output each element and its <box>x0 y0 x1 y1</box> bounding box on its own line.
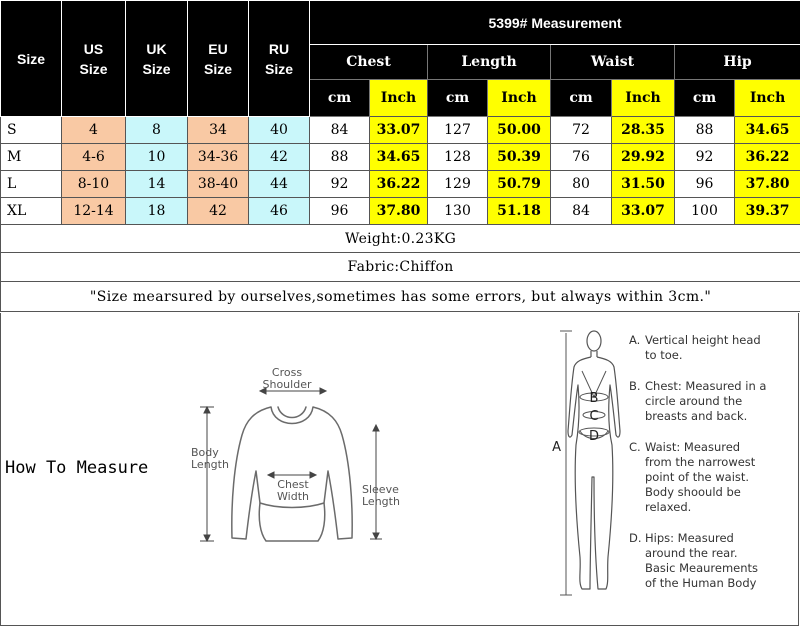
hip-cm-header: cm <box>675 80 735 117</box>
weight-row: Weight:0.23KG <box>1 225 800 253</box>
chest-width-label-1: Chest <box>277 478 309 491</box>
hip-inch-cell: 37.80 <box>735 171 800 198</box>
table-row <box>1 144 800 171</box>
chest-inch-header: Inch <box>370 80 428 117</box>
length-header: Length <box>428 45 551 80</box>
eu-size-cell: 34 <box>188 117 249 144</box>
waist-cm-cell: 76 <box>551 144 612 171</box>
uk-size-header: UK Size <box>126 1 188 117</box>
chest-cm-header: cm <box>310 80 370 117</box>
sleeve-length-label-2: Length <box>362 495 400 508</box>
hip-inch-cell: 34.65 <box>735 117 800 144</box>
sleeve-length-label-1: Sleeve <box>362 483 399 496</box>
hip-cm-cell: 100 <box>675 198 735 225</box>
chest-inch-cell: 33.07 <box>370 117 428 144</box>
hip-inch-cell: 39.37 <box>735 198 800 225</box>
waist-inch-cell: 28.35 <box>612 117 675 144</box>
ru-size-cell: 44 <box>249 171 310 198</box>
description-d: D. Hips: Measured around the rear. Basic Meaurements of the Human Body <box>629 531 759 590</box>
size-header: Size <box>1 1 62 117</box>
eu-size-cell: 34-36 <box>188 144 249 171</box>
size-cell: M <box>1 144 62 171</box>
length-cm-header: cm <box>428 80 488 117</box>
table-row <box>1 171 800 198</box>
size-cell: XL <box>1 198 62 225</box>
eu-size-cell: 38-40 <box>188 171 249 198</box>
length-cm-cell: 128 <box>428 144 488 171</box>
ru-size-header: RU Size <box>249 1 310 117</box>
waist-cm-cell: 80 <box>551 171 612 198</box>
waist-header: Waist <box>551 45 675 80</box>
chest-cm-cell: 88 <box>310 144 370 171</box>
chest-cm-cell: 84 <box>310 117 370 144</box>
waist-inch-cell: 33.07 <box>612 198 675 225</box>
description-b: B. Chest: Measured in a circle around the breasts and back. <box>629 379 767 423</box>
how-to-measure-label: How To Measure <box>5 458 149 478</box>
cross-shoulder-label-2: Shoulder <box>262 378 312 391</box>
waist-cm-header: cm <box>551 80 612 117</box>
description-a: A. Vertical height head to toe. <box>629 333 761 362</box>
body-diagram <box>546 327 626 602</box>
waist-inch-header: Inch <box>612 80 675 117</box>
uk-size-cell: 18 <box>126 198 188 225</box>
size-cell: S <box>1 117 62 144</box>
marker-c: C <box>589 409 599 424</box>
length-inch-cell: 50.00 <box>488 117 551 144</box>
length-cm-cell: 129 <box>428 171 488 198</box>
us-size-cell: 8-10 <box>62 171 126 198</box>
us-size-cell: 12-14 <box>62 198 126 225</box>
how-to-measure-section <box>0 313 799 626</box>
uk-size-cell: 8 <box>126 117 188 144</box>
hip-cm-cell: 88 <box>675 117 735 144</box>
eu-size-cell: 42 <box>188 198 249 225</box>
hip-cm-cell: 92 <box>675 144 735 171</box>
length-cm-cell: 130 <box>428 198 488 225</box>
marker-a: A <box>552 440 561 455</box>
length-cm-cell: 127 <box>428 117 488 144</box>
waist-inch-cell: 29.92 <box>612 144 675 171</box>
chest-inch-cell: 36.22 <box>370 171 428 198</box>
hip-inch-header: Inch <box>735 80 800 117</box>
table-row <box>1 198 800 225</box>
uk-size-cell: 14 <box>126 171 188 198</box>
hip-inch-cell: 36.22 <box>735 144 800 171</box>
cross-shoulder-label-1: Cross <box>271 366 303 379</box>
waist-inch-cell: 31.50 <box>612 171 675 198</box>
us-size-cell: 4 <box>62 117 126 144</box>
ru-size-cell: 40 <box>249 117 310 144</box>
fabric-row: Fabric:Chiffon <box>1 253 800 282</box>
us-size-cell: 4-6 <box>62 144 126 171</box>
waist-cm-cell: 84 <box>551 198 612 225</box>
marker-b: B <box>589 391 599 406</box>
us-size-header: US Size <box>62 1 126 117</box>
chest-inch-cell: 34.65 <box>370 144 428 171</box>
size-cell: L <box>1 171 62 198</box>
chest-inch-cell: 37.80 <box>370 198 428 225</box>
chest-width-label-2: Width <box>277 490 309 503</box>
length-inch-cell: 50.39 <box>488 144 551 171</box>
chest-header: Chest <box>310 45 428 80</box>
length-inch-header: Inch <box>488 80 551 117</box>
garment-diagram <box>186 363 411 553</box>
waist-cm-cell: 72 <box>551 117 612 144</box>
garment-outline <box>232 407 352 541</box>
ru-size-cell: 46 <box>249 198 310 225</box>
chest-cm-cell: 96 <box>310 198 370 225</box>
measurement-note: "Size mearsured by ourselves,sometimes has some errors, but always within 3cm." <box>1 282 800 312</box>
measurement-title: 5399# Measurement <box>310 1 800 45</box>
table-row <box>1 117 800 144</box>
chest-cm-cell: 92 <box>310 171 370 198</box>
size-chart-table <box>0 0 800 312</box>
hip-cm-cell: 96 <box>675 171 735 198</box>
eu-size-header: EU Size <box>188 1 249 117</box>
hip-header: Hip <box>675 45 800 80</box>
length-inch-cell: 51.18 <box>488 198 551 225</box>
ru-size-cell: 42 <box>249 144 310 171</box>
length-inch-cell: 50.79 <box>488 171 551 198</box>
body-length-label-1: Body <box>191 446 219 459</box>
uk-size-cell: 10 <box>126 144 188 171</box>
description-c: C. Waist: Measured from the narrowest point of the waist. Body shoould be relaxed. <box>629 440 756 514</box>
body-length-label-2: Length <box>191 458 229 471</box>
marker-d: D <box>588 429 600 444</box>
